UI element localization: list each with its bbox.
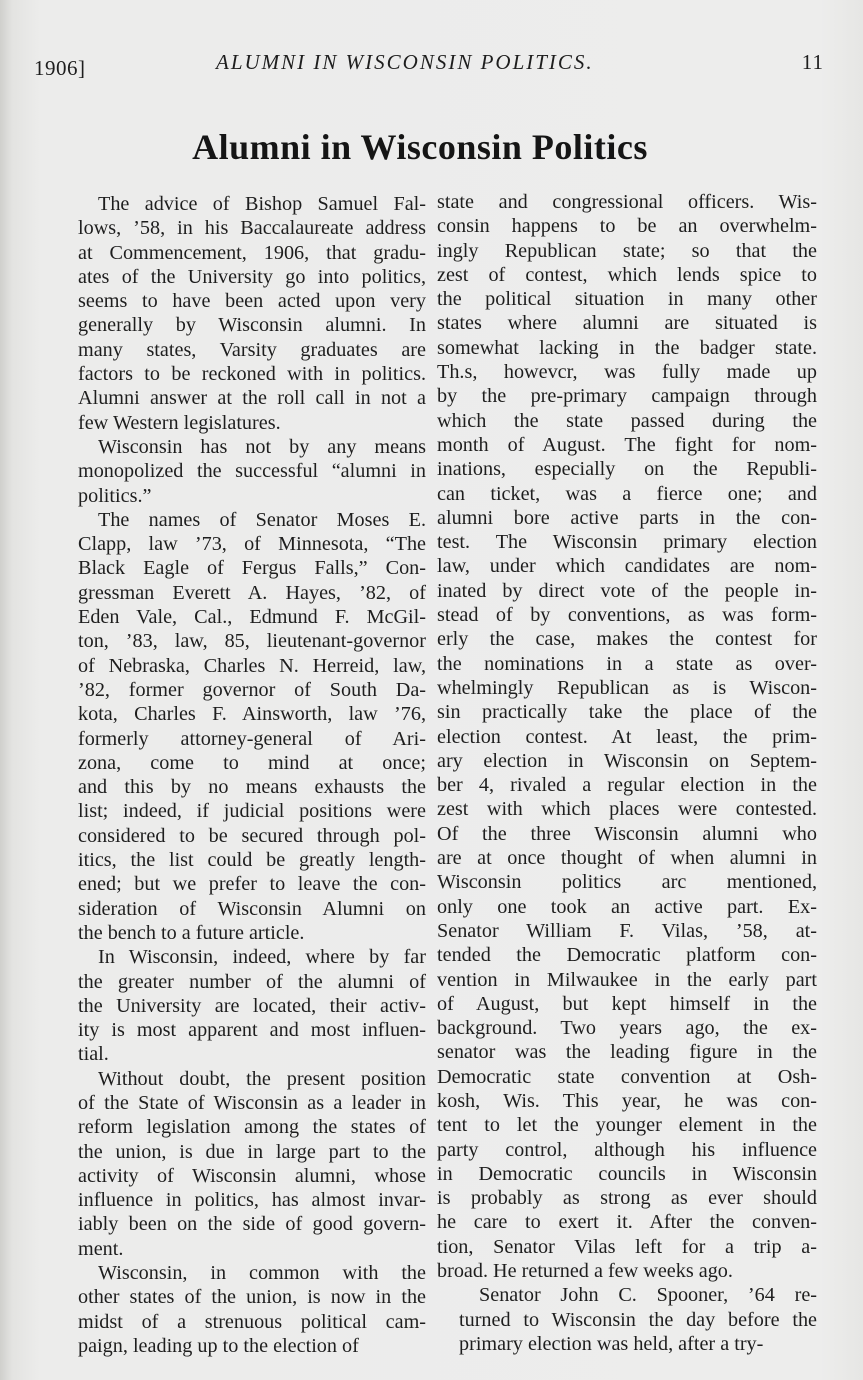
text-line: primary election was held, after a try- [459,1332,764,1355]
text-line: ment. [78,1237,124,1260]
running-head-year: 1906] [34,56,86,80]
text-line: Democratic state convention at Osh- [437,1065,817,1088]
text-line: few Western legislatures. [78,411,281,434]
paragraph [437,190,817,1283]
text-line: midst of a strenuous political cam- [78,1310,426,1333]
text-line: the bench to a future article. [78,921,305,944]
text-line: monopolized the successful “alumni in [78,460,426,483]
text-line: ’82, former governor of South Da- [78,678,426,701]
text-line: Wisconsin has not by any means [98,435,426,458]
text-line: he care to exert it. After the conven- [437,1211,817,1234]
text-line: Senator John C. Spooner, ’64 re- [479,1284,817,1307]
text-line: vention in Milwaukee in the early part [437,968,817,991]
text-line: ened; but we prefer to leave the con- [78,873,426,896]
running-head-title: ALUMNI IN WISCONSIN POLITICS. [216,50,594,74]
text-line: consin happens to be an overwhelm- [437,215,817,238]
running-head [34,50,824,86]
text-line: activity of Wisconsin alumni, whose [78,1164,426,1187]
text-line: Of the three Wisconsin alumni who [437,822,817,845]
text-line: the University are located, their activ- [78,994,426,1017]
text-line: is probably as strong as ever should [437,1187,817,1210]
text-line: ity is most apparent and most influen- [78,1019,426,1042]
text-line: ates of the University go into politics, [78,265,426,288]
text-line: states where alumni are situated is [437,312,817,335]
paragraph [56,1067,426,1261]
text-line: Senator William F. Vilas, ’58, at- [437,919,817,942]
text-line: factors to be reckoned with in politics. [78,363,426,386]
text-line: the greater number of the alumni of [78,970,426,993]
text-line: Eden Vale, Cal., Edmund F. McGil- [78,606,426,629]
text-line: the political situation in many other [437,288,817,311]
paragraph [56,1261,426,1358]
text-line: test. The Wisconsin primary election [437,531,817,554]
text-line: in Democratic councils in Wisconsin [437,1162,817,1185]
text-line: of the State of Wisconsin as a leader in [78,1091,426,1114]
left-column [56,192,426,1358]
text-line: inations, especially on the Republi- [437,458,817,481]
paragraph [437,1283,817,1356]
text-line: tial. [78,1043,109,1066]
paragraph [56,945,426,1066]
text-line: many states, Varsity graduates are [78,338,426,361]
text-line: paign, leading up to the election of [78,1334,359,1357]
text-line: ingly Republican state; so that the [437,239,817,262]
text-line: Alumni answer at the roll call in not a [78,387,426,410]
text-line: The advice of Bishop Samuel Fal- [98,193,426,215]
text-line: gressman Everett A. Hayes, ’82, of [78,581,426,604]
text-line: Black Eagle of Fergus Falls,” Con- [78,557,426,580]
text-line: and this by no means exhausts the [78,776,426,799]
text-line: the union, is due in large part to the [78,1140,426,1163]
text-line: inated by direct vote of the people in- [437,579,817,602]
text-line: itics, the list could be greatly length- [78,849,426,872]
text-line: formerly attorney-general of Ari- [78,727,426,750]
text-line: erly the case, makes the contest for [437,628,817,651]
text-line: considered to be secured through pol- [78,824,426,847]
text-line: tent to let the younger element in the [437,1114,817,1137]
text-line: In Wisconsin, indeed, where by far [98,946,426,969]
text-line: of Nebraska, Charles N. Herreid, law, [78,654,426,677]
text-line: Wisconsin politics arc mentioned, [437,871,817,894]
text-line: turned to Wisconsin the day before the [459,1308,817,1331]
text-line: ton, ’83, law, 85, lieutenant-governor [78,630,426,653]
paragraph [56,192,426,435]
text-line: election contest. At least, the prim- [437,725,817,748]
text-line: Clapp, law ’73, of Minnesota, “The [78,533,426,556]
text-line: alumni bore active parts in the con- [437,506,817,529]
text-line: generally by Wisconsin alumni. In [78,314,426,337]
text-line: only one took an active part. Ex- [437,895,817,918]
text-line: party control, although his influence [437,1138,817,1161]
text-line: senator was the leading figure in the [437,1041,817,1064]
text-line: kosh, Wis. This year, he was con- [437,1089,817,1112]
text-line: the nominations in a state as over- [437,652,817,675]
text-line: zest with which places were contested. [437,798,817,821]
text-line: law, under which candidates are nom- [437,555,817,578]
text-line: which the state passed during the [437,409,817,432]
text-line: other states of the union, is now in the [78,1286,426,1309]
page-number: 11 [801,50,824,74]
text-line: are at once thought of when alumni in [437,847,817,870]
text-line: politics.” [78,484,152,507]
paragraph [56,435,426,508]
paragraph [56,508,426,945]
text-line: somewhat lacking in the badger state. [437,336,817,359]
text-line: background. Two years ago, the ex- [437,1017,817,1040]
text-line: Th.s, howevcr, was fully made up [437,361,817,384]
text-line: can ticket, was a fierce one; and [437,482,817,505]
text-line: Without doubt, the present position [98,1067,426,1090]
text-line: tended the Democratic platform con- [437,944,817,967]
text-line: seems to have been acted upon very [78,290,426,313]
text-line: lows, ’58, in his Baccalaureate address [78,217,426,240]
text-line: zest of contest, which lends spice to [437,263,817,286]
text-line: tion, Senator Vilas left for a trip a- [437,1235,817,1258]
text-line: ber 4, rivaled a regular election in the [437,774,817,797]
text-line: sin practically take the place of the [437,701,817,724]
text-line: Wisconsin, in common with the [98,1262,426,1285]
text-line: kota, Charles F. Ainsworth, law ’76, [78,703,426,726]
text-line: state and congressional officers. Wis- [437,191,817,213]
text-line: stead of by conventions, as was form- [437,604,817,627]
text-line: of August, but kept himself in the [437,992,817,1015]
text-line: ary election in Wisconsin on Septem- [437,749,817,772]
text-line: whelmingly Republican as is Wiscon- [437,676,817,699]
article-title: Alumni in Wisconsin Politics [192,127,648,167]
text-line: month of August. The fight for nom- [437,433,817,456]
text-line: zona, come to mind at once; [78,751,426,774]
text-line: at Commencement, 1906, that gradu- [78,241,426,264]
text-line: broad. He returned a few weeks ago. [437,1260,733,1283]
text-line: influence in politics, has almost invar- [78,1189,426,1212]
text-line: reform legislation among the states of [78,1116,426,1139]
text-line: by the pre-primary campaign through [437,385,817,408]
text-line: list; indeed, if judicial positions were [78,800,426,823]
text-line: iably been on the side of good govern- [78,1213,426,1236]
right-column [437,190,817,1356]
text-line: The names of Senator Moses E. [98,508,426,531]
text-line: sideration of Wisconsin Alumni on [78,897,426,920]
